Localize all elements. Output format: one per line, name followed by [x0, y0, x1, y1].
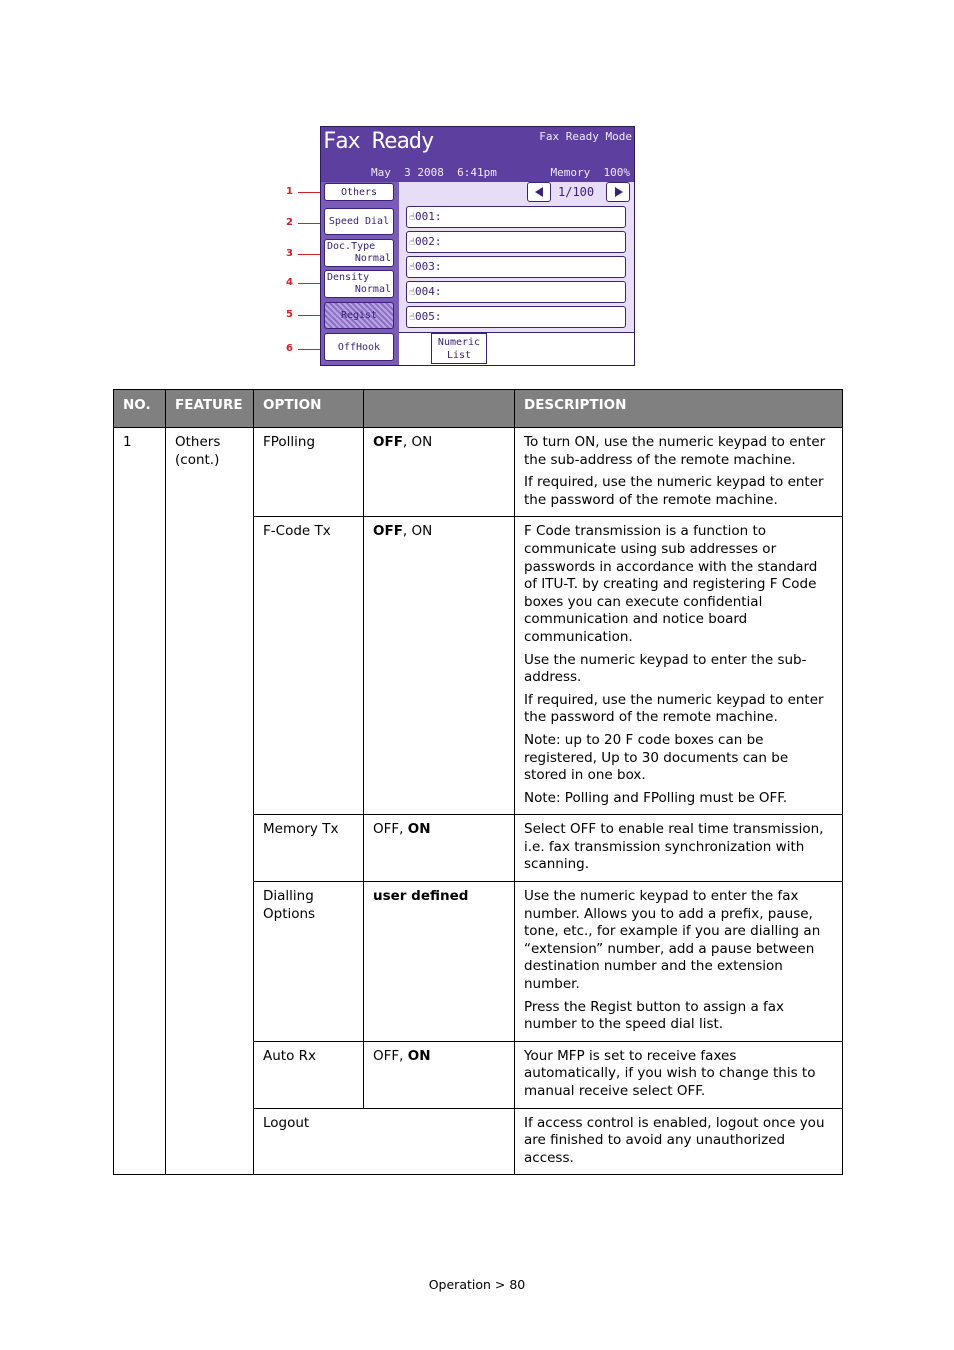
option-value: OFF, ON — [364, 815, 515, 882]
speed-dial-button[interactable]: Speed Dial — [324, 208, 394, 235]
option-name: Dialling Options — [254, 882, 364, 1042]
others-button[interactable]: Others — [324, 183, 394, 201]
hand-icon: ☝ — [409, 212, 416, 223]
header-feature: FEATURE — [166, 390, 254, 428]
next-page-button[interactable] — [606, 182, 630, 202]
offhook-button[interactable]: OffHook — [324, 333, 394, 361]
left-arrow-icon — [535, 187, 543, 197]
table-header-row — [114, 390, 843, 428]
speed-dial-entry[interactable]: ☝003: — [406, 256, 626, 278]
option-description: Use the numeric keypad to enter the fax number. Allows you to add a prefix, pause, tone, etc., for example if you are dialling an “extension” number, add a pause between destination number and the extension number. Press the Regist button to assign a fax number to the speed dial list. — [515, 882, 843, 1042]
option-name: F-Code Tx — [254, 517, 364, 815]
callout-5: 5 — [280, 309, 328, 321]
hand-icon: ☝ — [409, 237, 416, 248]
panel-header — [321, 127, 634, 182]
header-option: OPTION — [254, 390, 364, 428]
feature-table — [113, 389, 843, 1175]
callout-1: 1 — [280, 186, 328, 198]
speed-dial-entry[interactable]: ☝005: — [406, 306, 626, 328]
option-name: FPolling — [254, 428, 364, 517]
panel-bottom-bar — [399, 332, 634, 366]
option-name: Logout — [254, 1108, 515, 1175]
callout-3: 3 — [280, 248, 328, 260]
callout-4: 4 — [280, 277, 328, 289]
panel-mode: Fax Ready Mode — [539, 130, 632, 143]
table-row — [114, 428, 843, 517]
page-navigator — [403, 182, 631, 208]
option-description: Select OFF to enable real time transmission, i.e. fax transmission synchronization with scanning. — [515, 815, 843, 882]
speed-dial-entry[interactable]: ☝001: — [406, 206, 626, 228]
header-description: DESCRIPTION — [515, 390, 843, 428]
speed-dial-entry[interactable]: ☝004: — [406, 281, 626, 303]
right-arrow-icon — [615, 187, 623, 197]
option-name: Auto Rx — [254, 1041, 364, 1108]
option-value: OFF, ON — [364, 517, 515, 815]
option-value: user defined — [364, 882, 515, 1042]
header-value — [364, 390, 515, 428]
panel-date: May 3 2008 6:41pm — [371, 166, 497, 179]
speed-dial-entry[interactable]: ☝002: — [406, 231, 626, 253]
density-button[interactable]: Density Normal — [324, 270, 394, 298]
hand-icon: ☝ — [409, 312, 416, 323]
prev-page-button[interactable] — [527, 182, 551, 202]
option-name: Memory Tx — [254, 815, 364, 882]
fax-panel-screenshot — [320, 126, 635, 366]
numeric-list-tab[interactable]: Numeric List — [431, 333, 487, 364]
option-description: If access control is enabled, logout once you are finished to avoid any unauthorized access. — [515, 1108, 843, 1175]
panel-title: Fax Ready — [323, 129, 434, 154]
doc-type-button[interactable]: Doc.Type Normal — [324, 239, 394, 267]
option-description: F Code transmission is a function to communicate using sub addresses or passwords in accordance with the standard of ITU-T. by creating and registering F Code boxes you can execute confidential communication and notice board communication. Use the numeric keypad to enter the sub-address. If required, use the numeric keypad to enter the password of the remote machine. Note: up to 20 F code boxes can be registered, Up to 30 documents can be stored in one box. Note: Polling and FPolling must be OFF. — [515, 517, 843, 815]
hand-icon: ☝ — [409, 262, 416, 273]
header-no: NO. — [114, 390, 166, 428]
option-description: Your MFP is set to receive faxes automatically, if you wish to change this to manual receive select OFF. — [515, 1041, 843, 1108]
panel-side-buttons — [321, 182, 399, 365]
page-footer: Operation > 80 — [428, 1277, 526, 1292]
panel-body — [321, 182, 634, 365]
callout-6: 6 — [280, 343, 328, 355]
regist-button[interactable]: Regist — [324, 302, 394, 329]
panel-memory: Memory 100% — [550, 166, 630, 179]
page-counter: 1/100 — [558, 185, 595, 199]
hand-icon: ☝ — [409, 287, 416, 298]
callout-2: 2 — [280, 217, 328, 229]
row-number: 1 — [114, 428, 166, 1175]
option-value: OFF, ON — [364, 428, 515, 517]
option-value: OFF, ON — [364, 1041, 515, 1108]
option-description: To turn ON, use the numeric keypad to enter the sub-address of the remote machine. If required, use the numeric keypad to enter the password of the remote machine. — [515, 428, 843, 517]
feature-name: Others (cont.) — [166, 428, 254, 1175]
